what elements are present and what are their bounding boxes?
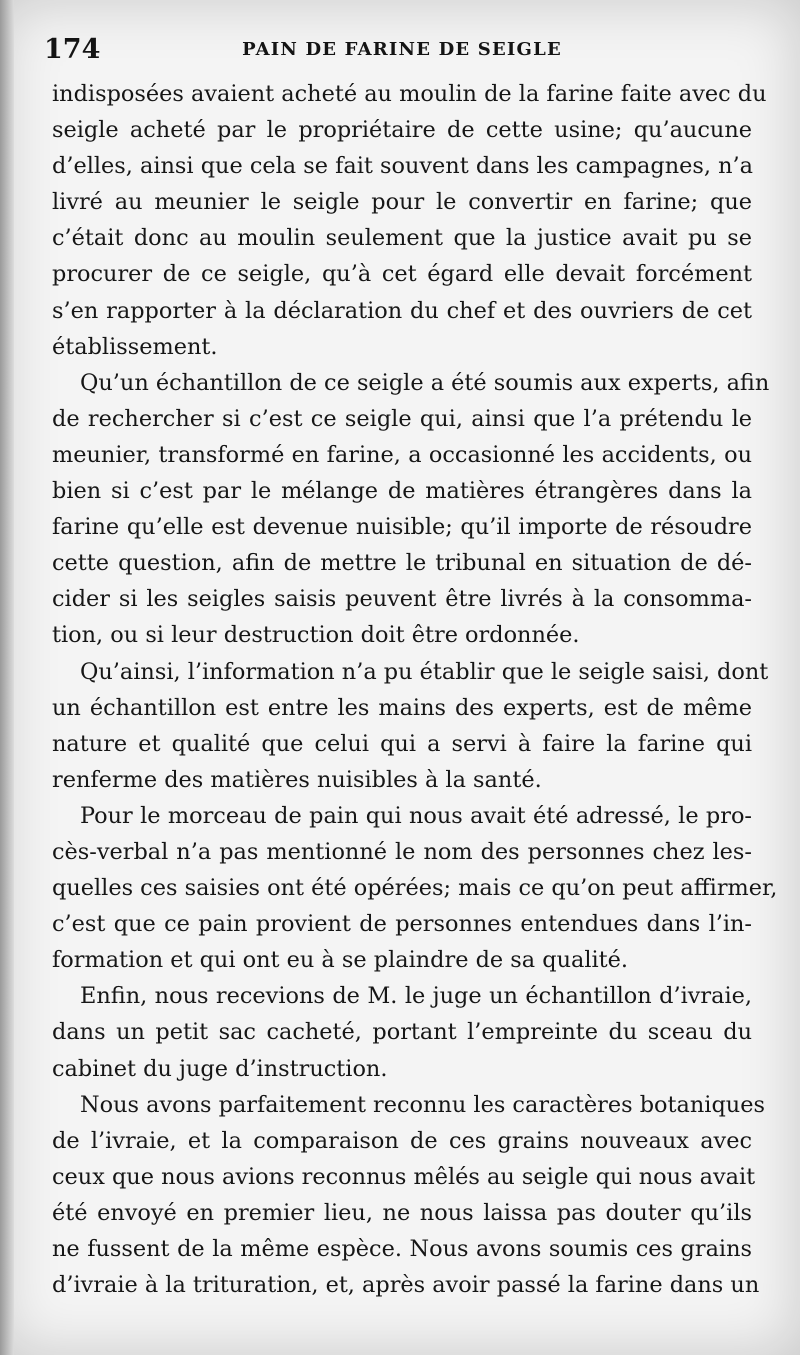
- text-line: farine qu’elle est devenue nuisible; qu’il importe de résoudre: [52, 514, 752, 541]
- page-gutter-shadow: [0, 0, 14, 1355]
- text-line: tion, ou si leur destruction doit être ordonnée.: [52, 622, 580, 649]
- text-line: cider si les seigles saisis peuvent être livrés à la consomma-: [52, 586, 752, 613]
- text-line: cette question, afin de mettre le tribunal en situation de dé-: [52, 550, 752, 577]
- text-line: ceux que nous avions reconnus mêlés au seigle qui nous avait: [52, 1163, 756, 1190]
- page-header: [44, 34, 760, 68]
- page-number: 174: [44, 34, 101, 65]
- text-line: un échantillon est entre les mains des experts, est de même: [52, 694, 752, 721]
- text-line: renferme des matières nuisibles à la santé.: [52, 766, 542, 793]
- text-line: de l’ivraie, et la comparaison de ces grains nouveaux avec: [52, 1127, 752, 1154]
- text-line: cès-verbal n’a pas mentionné le nom des personnes chez les-: [52, 838, 752, 865]
- text-line: bien si c’est par le mélange de matières étrangères dans la: [52, 478, 752, 505]
- text-line: nature et qualité que celui qui a servi à faire la farine qui: [52, 730, 752, 757]
- text-line: Pour le morceau de pain qui nous avait été adressé, le pro-: [80, 802, 752, 829]
- text-line: établissement.: [52, 333, 218, 360]
- body-text: [52, 76, 778, 1303]
- text-line: ne fussent de la même espèce. Nous avons soumis ces grains: [52, 1236, 752, 1262]
- text-line: d’ivraie à la trituration, et, après avoir passé la farine dans un: [52, 1272, 760, 1299]
- text-line: d’elles, ainsi que cela se fait souvent dans les campagnes, n’a: [52, 153, 753, 180]
- running-title: PAIN DE FARINE DE SEIGLE: [242, 39, 562, 60]
- text-line: s’en rapporter à la déclaration du chef et des ouvriers de cet: [52, 297, 752, 324]
- text-line: formation et qui ont eu à se plaindre de sa qualité.: [52, 947, 629, 974]
- text-line: Enfin, nous recevions de M. le juge un échantillon d’ivraie,: [80, 983, 752, 1010]
- text-line: cabinet du juge d’instruction.: [52, 1055, 388, 1082]
- text-line: de rechercher si c’est ce seigle qui, ainsi que l’a prétendu le: [52, 405, 752, 432]
- text-line: procurer de ce seigle, qu’à cet égard elle devait forcément: [52, 261, 752, 288]
- text-line: meunier, transformé en farine, a occasionné les accidents, ou: [52, 441, 752, 468]
- text-line: c’est que ce pain provient de personnes entendues dans l’in-: [52, 911, 752, 938]
- text-line: livré au meunier le seigle pour le convertir en farine; que: [52, 189, 752, 216]
- text-line: c’était donc au moulin seulement que la justice avait pu se: [52, 225, 752, 252]
- text-line: seigle acheté par le propriétaire de cette usine; qu’aucune: [52, 117, 752, 144]
- text-line: indisposées avaient acheté au moulin de la farine faite avec du: [52, 81, 767, 107]
- text-line: Qu’un échantillon de ce seigle a été soumis aux experts, afin: [80, 369, 770, 396]
- text-line: quelles ces saisies ont été opérées; mais ce qu’on peut affirmer,: [52, 875, 778, 902]
- text-line: Qu’ainsi, l’information n’a pu établir que le seigle saisi, dont: [80, 658, 769, 685]
- text-line: été envoyé en premier lieu, ne nous laissa pas douter qu’ils: [52, 1199, 752, 1226]
- text-line: dans un petit sac cacheté, portant l’empreinte du sceau du: [52, 1019, 752, 1046]
- text-line: Nous avons parfaitement reconnu les caractères botaniques: [80, 1091, 765, 1118]
